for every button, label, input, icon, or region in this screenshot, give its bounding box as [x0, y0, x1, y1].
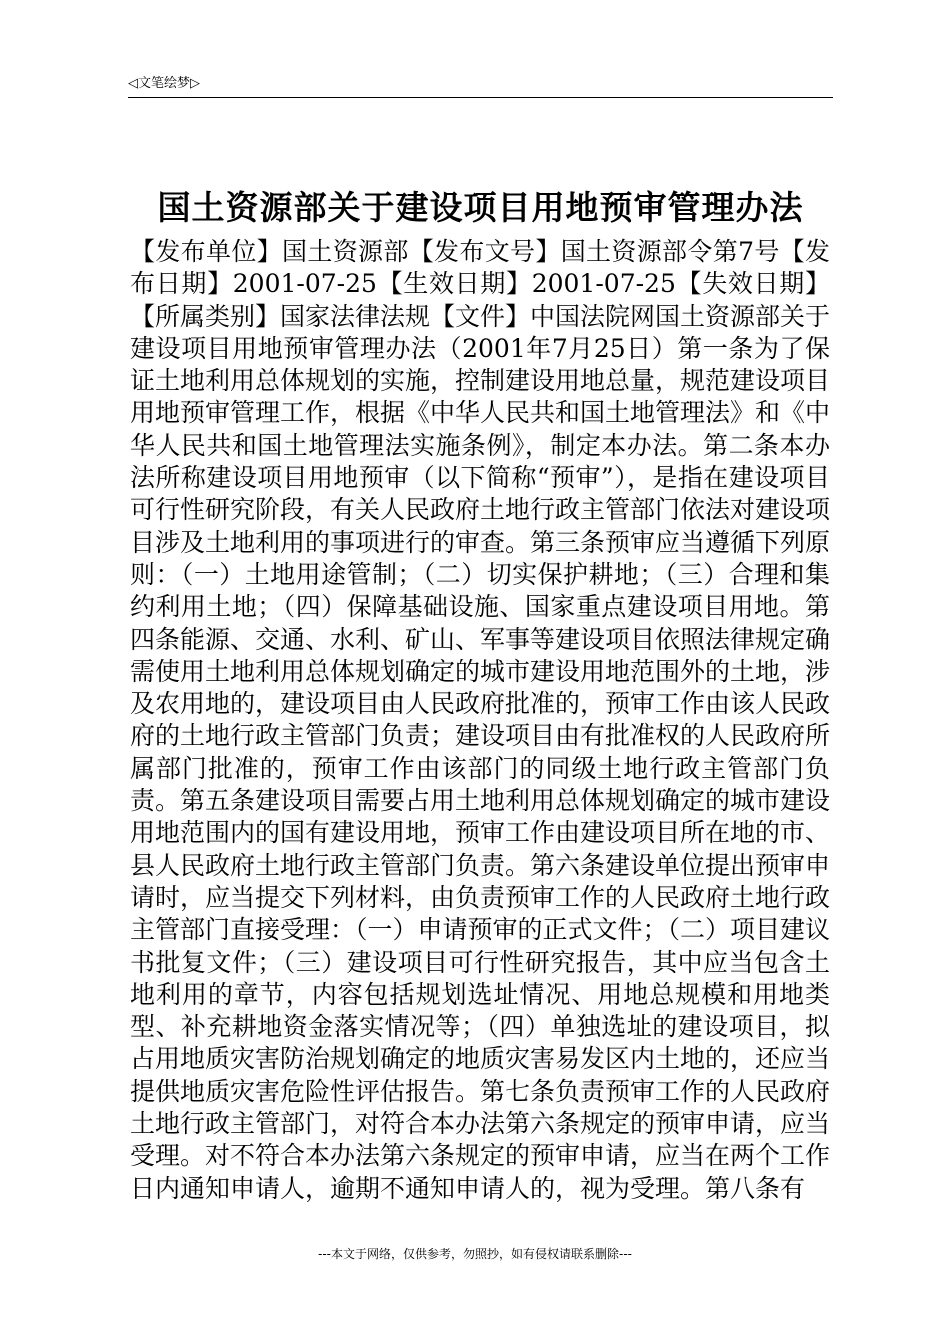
header-label: ◁文笔绘梦▷ — [128, 76, 200, 91]
header-divider — [128, 97, 833, 98]
document-title: 国土资源部关于建设项目用地预审管理办法 — [157, 188, 804, 227]
page-header — [128, 74, 833, 98]
page-footer-disclaimer: ---本文于网络，仅供参考，勿照抄，如有侵权请联系删除--- — [318, 1247, 632, 1261]
document-body: 【发布单位】国土资源部【发布文号】国土资源部令第7号【发布日期】2001-07-25【生效日期】2001-07-25【失效日期】【所属类别】国家法律法规【文件】中国法院网国土资源部关于建设项目用地预审管理办法（2001年7月25日）第一条为了保证土地利用总体规划的实施，控制建设用地总量，规范建设项目用地预审管理工作，根据《中华人民共和国土地管理法》和《中华人民共和国土地管理法实施条例》，制定本办法。第二条本办法所称建设项目用地预审（以下简称“预审”），是指在建设项目可行性研究阶段，有关人民政府土地行政主管部门依法对建设项目涉及土地利用的事项进行的审查。第三条预审应当遵循下列原则：（一）土地用途管制；（二）切实保护耕地；（三）合理和集约利用土地；（四）保障基础设施、国家重点建设项目用地。第四条能源、交通、水利、矿山、军事等建设项目依照法律规定确需使用土地利用总体规划确定的城市建设用地范围外的土地，涉及农用地的，建设项目由人民政府批准的，预审工作由该人民政府的土地行政主管部门负责；建设项目由有批准权的人民政府所属部门批准的，预审工作由该部门的同级土地行政主管部门负责。第五条建设项目需要占用土地利用总体规划确定的城市建设用地范围内的国有建设用地，预审工作由建设项目所在地的市、县人民政府土地行政主管部门负责。第六条建设单位提出预审申请时，应当提交下列材料，由负责预审工作的人民政府土地行政主管部门直接受理：（一）申请预审的正式文件；（二）项目建议书批复文件；（三）建设项目可行性研究报告，其中应当包含土地利用的章节，内容包括规划选址情况、用地总规模和用地类型、补充耕地资金落实情况等；（四）单独选址的建设项目，拟占用地质灾害防治规划确定的地质灾害易发区内土地的，还应当提供地质灾害危险性评估报告。第七条负责预审工作的人民政府土地行政主管部门，对符合本办法第六条规定的预审申请，应当受理。对不符合本办法第六条规定的预审申请，应当在两个工作日内通知申请人，逾期不通知申请人的，视为受理。第八条有 — [130, 237, 831, 1203]
